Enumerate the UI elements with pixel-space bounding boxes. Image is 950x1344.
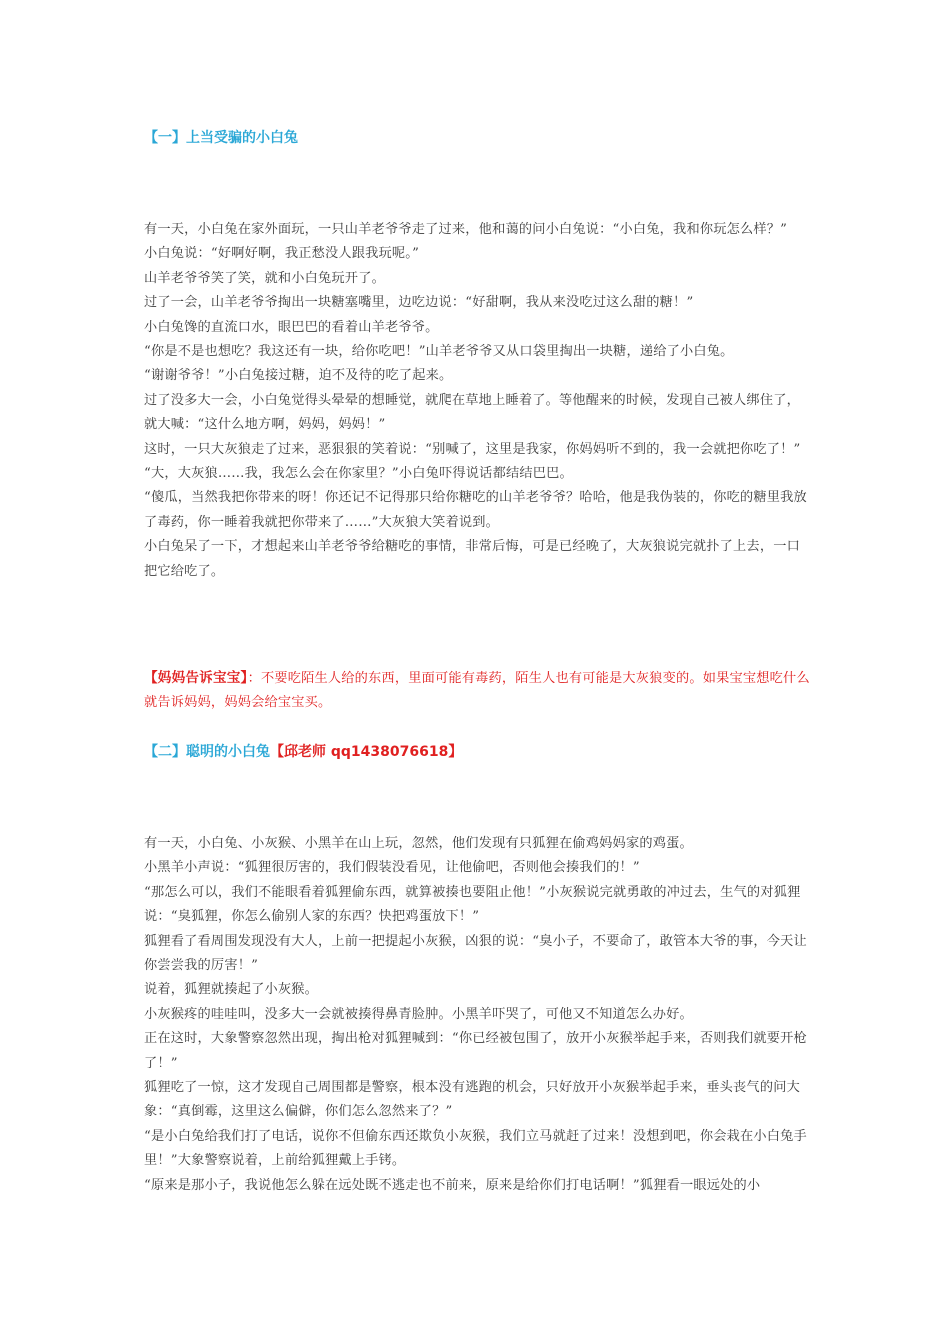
paragraph: 小白兔馋的直流口水，眼巴巴的看着山羊老爷爷。 <box>144 319 439 335</box>
paragraph: “那怎么可以，我们不能眼看着狐狸偷东西，就算被揍也要阻止他！”小灰猴说完就勇敢的冲过去，生气的对狐狸说：“臭狐狸，你怎么偷别人家的东西？快把鸡蛋放下！” <box>144 884 801 925</box>
paragraph: 有一天，小白兔、小灰猴、小黑羊在山上玩，忽然，他们发现有只狐狸在偷鸡妈妈家的鸡蛋。 <box>144 836 693 851</box>
paragraph: “你是不是也想吃？我这还有一块，给你吃吧！”山羊老爷爷又从口袋里掏出一块糖，递给了小白兔。 <box>144 344 734 360</box>
paragraph: 山羊老爷爷笑了笑，就和小白兔玩开了。 <box>144 270 385 286</box>
story-2-title <box>144 741 462 761</box>
note-text: ：不要吃陌生人给的东西，里面可能有毒药，陌生人也有可能是大灰狼变的。如果宝宝想吃什么就告诉妈妈，妈妈会给宝宝买。 <box>144 671 810 711</box>
paragraph: “谢谢爷爷！”小白兔接过糖，迫不及待的吃了起来。 <box>144 368 453 384</box>
note-label: 【妈妈告诉宝宝】 <box>144 670 248 686</box>
paragraph: 正在这时，大象警察忽然出现，掏出枪对狐狸喊到：“你已经被包围了，放开小灰猴举起手来，否则我们就要开枪了！” <box>144 1031 807 1071</box>
paragraph: 小灰猴疼的哇哇叫，没多大一会就被揍得鼻青脸肿。小黑羊吓哭了，可他又不知道怎么办好。 <box>144 1006 693 1022</box>
paragraph: “是小白兔给我们打了电话，说你不但偷东西还欺负小灰猴，我们立马就赶了过来！没想到吧，你会栽在小白兔手里！”大象警察说着，上前给狐狸戴上手铐。 <box>144 1128 807 1169</box>
paragraph: 过了没多大一会，小白兔觉得头晕晕的想睡觉，就爬在草地上睡着了。等他醒来的时候，发现自己被人绑住了，就大喊：“这什么地方啊，妈妈，妈妈！” <box>144 392 800 433</box>
story-1-title <box>144 127 298 147</box>
paragraph: 说着，狐狸就揍起了小灰猴。 <box>144 982 319 998</box>
paragraph: 有一天，小白兔在家外面玩，一只山羊老爷爷走了过来，他和蔼的问小白兔说：“小白兔，我和你玩怎么样？” <box>144 222 788 237</box>
paragraph: 小白兔呆了一下，才想起来山羊老爷爷给糖吃的事情，非常后悔，可是已经晚了，大灰狼说完就扑了上去，一口把它给吃了。 <box>144 539 800 579</box>
paragraph: 这时，一只大灰狼走了过来，恶狠狠的笑着说：“别喊了，这里是我家，你妈妈听不到的，我一会就把你吃了！” <box>144 441 801 457</box>
teacher-contact: 【邱老师 qq1438076618】 <box>270 744 463 760</box>
paragraph: 小黑羊小声说：“狐狸很厉害的，我们假装没看见，让他偷吧，否则他会揍我们的！” <box>144 860 640 876</box>
mom-tells-baby-note <box>144 666 812 716</box>
story-2-title-text: 【二】聪明的小白兔 <box>144 744 270 760</box>
paragraph: “傻瓜，当然我把你带来的呀！你还记不记得那只给你糖吃的山羊老爷爷？哈哈，他是我伪装的，你吃的糖里我放了毒药，你一睡着我就把你带来了……”大灰狼大笑着说到。 <box>144 490 807 530</box>
paragraph: 狐狸看了看周围发现没有大人，上前一把提起小灰猴，凶狠的说：“臭小子，不要命了，敢管本大爷的事，今天让你尝尝我的厉害！” <box>144 933 807 974</box>
paragraph: “大，大灰狼……我，我怎么会在你家里？”小白兔吓得说话都结结巴巴。 <box>144 466 573 482</box>
paragraph: 过了一会，山羊老爷爷掏出一块糖塞嘴里，边吃边说：“好甜啊，我从来没吃过这么甜的糖！” <box>144 295 694 311</box>
story-1-body <box>144 218 812 584</box>
story-1-title-text: 【一】上当受骗的小白兔 <box>144 130 298 146</box>
paragraph: 小白兔说：“好啊好啊，我正愁没人跟我玩呢。” <box>144 246 420 262</box>
story-2-body <box>144 832 812 1198</box>
paragraph: 狐狸吃了一惊，这才发现自己周围都是警察，根本没有逃跑的机会，只好放开小灰猴举起手来，垂头丧气的问大象：“真倒霉，这里这么偏僻，你们怎么忽然来了？” <box>144 1080 800 1120</box>
paragraph: “原来是那小子，我说他怎么躲在远处既不逃走也不前来，原来是给你们打电话啊！”狐狸看一眼远处的小 <box>144 1177 761 1193</box>
